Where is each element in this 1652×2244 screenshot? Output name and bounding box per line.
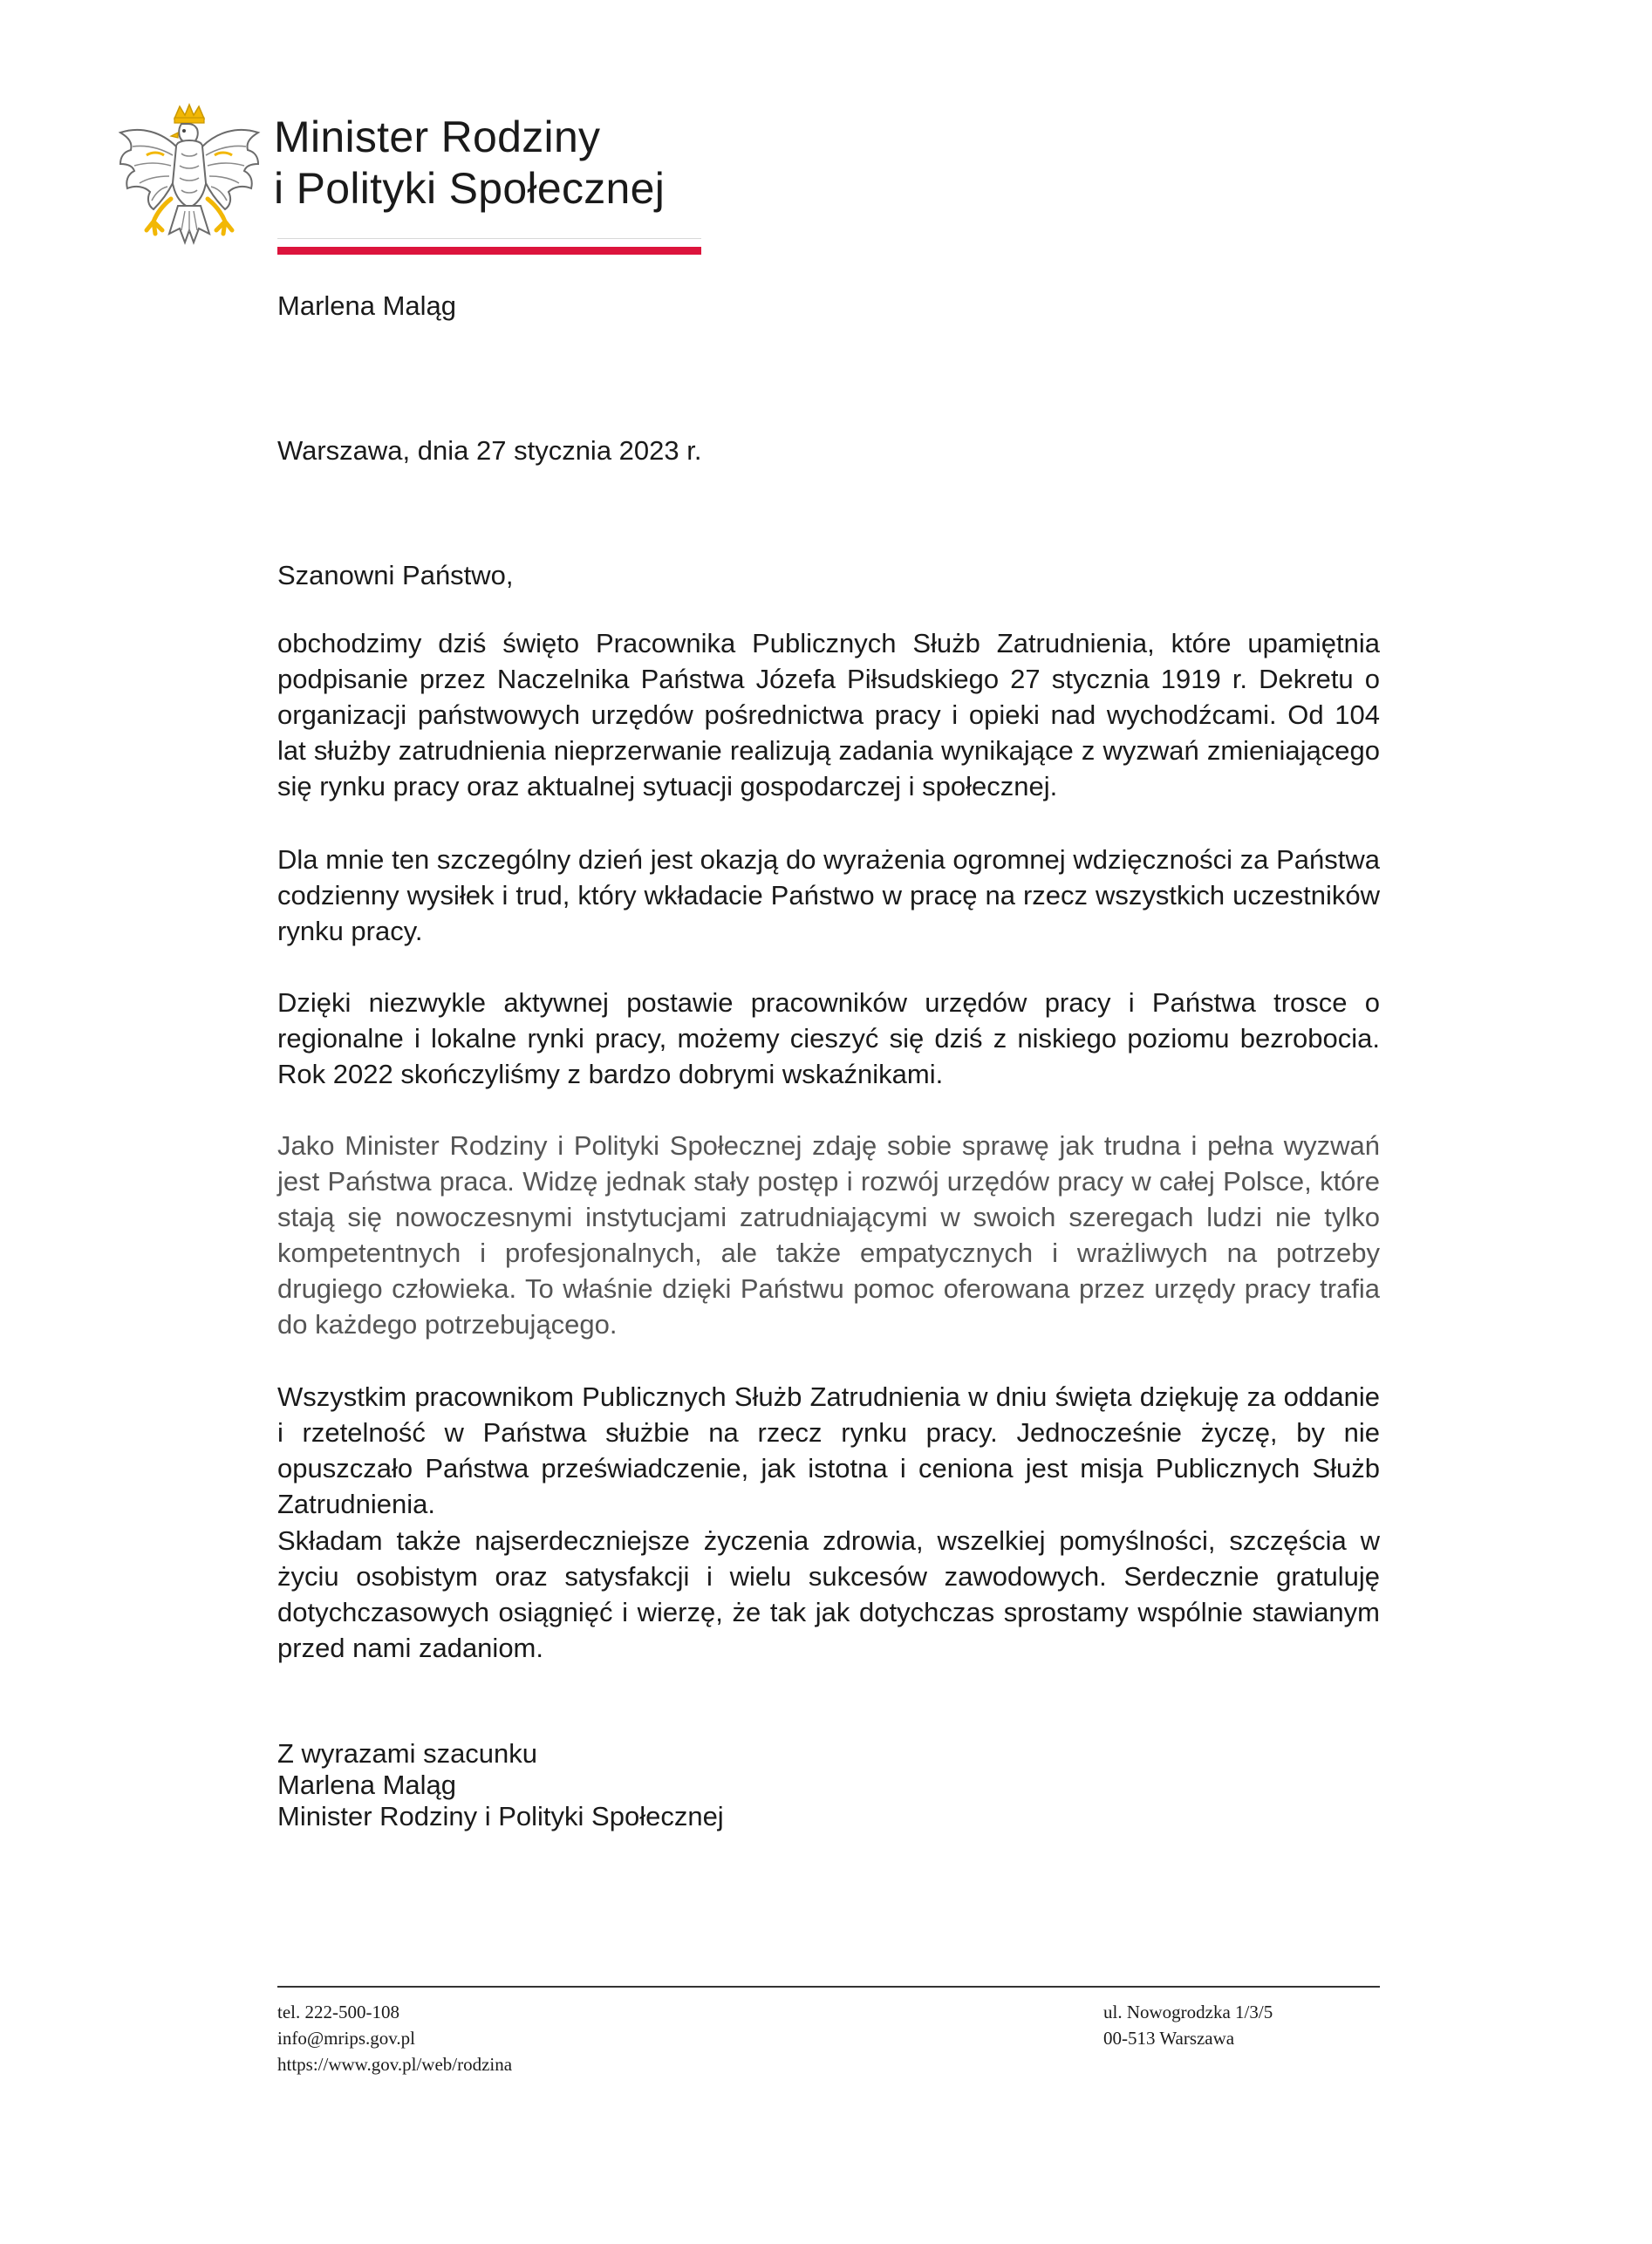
ministry-name-line2: i Polityki Społecznej <box>274 164 666 213</box>
paragraph-3: Dzięki niezwykle aktywnej postawie pracowników urzędów pracy i Państwa trosce o regionalne i lokalne rynki pracy, możemy cieszyć się dziś z niskiego poziomu bezrobocia. Rok 2022 skończyliśmy z bardzo dobrymi wskaźnikami. <box>277 987 1380 1089</box>
flag-white-stripe <box>277 238 701 247</box>
footer-divider <box>277 1986 1380 1988</box>
footer-website: https://www.gov.pl/web/rodzina <box>277 2054 513 2075</box>
sender-name: Marlena Maląg <box>277 290 457 321</box>
salutation: Szanowni Państwo, <box>277 560 514 590</box>
paragraph-6: Składam także najserdeczniejsze życzenia zdrowia, wszelkiej pomyślności, szczęścia w życiu osobistym oraz satysfakcji i wielu sukcesów zawodowych. Serdecznie gratuluję dotychczasowych osiągnięć i wierzę, że tak jak dotychczas sprostamy wspólnie stawianym przed nami zadaniom. <box>277 1525 1380 1663</box>
paragraph-5: Wszystkim pracownikom Publicznych Służb Zatrudnienia w dniu święta dziękuję za oddanie i rzetelność w Państwa służbie na rzecz rynku pracy. Jednocześnie życzę, by nie opuszczało Państwa przeświadczenie, jak istotna i ceniona jest misja Publicznych Służb Zatrudnienia. <box>277 1381 1380 1519</box>
footer-address <box>1103 1999 1273 2051</box>
footer-city: 00-513 Warszawa <box>1103 2028 1235 2049</box>
date-line: Warszawa, dnia 27 stycznia 2023 r. <box>277 435 702 466</box>
flag-colors-rule <box>277 238 701 255</box>
footer-email: info@mrips.gov.pl <box>277 2028 415 2049</box>
signature-title: Minister Rodziny i Polityki Społecznej <box>277 1801 724 1831</box>
closing-formula: Z wyrazami szacunku <box>277 1738 538 1769</box>
signature-name: Marlena Maląg <box>277 1770 457 1800</box>
ministry-name <box>274 112 665 215</box>
footer-street: ul. Nowogrodzka 1/3/5 <box>1103 2002 1273 2022</box>
ministry-name-line1: Minister Rodziny <box>274 113 601 161</box>
paragraph-1: obchodzimy dziś święto Pracownika Publicznych Służb Zatrudnienia, które upamiętnia podpisanie przez Naczelnika Państwa Józefa Piłsudskiego 27 stycznia 1919 r. Dekretu o organizacji państwowych urzędów pośrednictwa pracy i opieki nad wychodźcami. Od 104 lat służby zatrudnienia nieprzerwanie realizują zadania wynikające z wyzwań zmieniającego się rynku pracy oraz aktualnej sytuacji gospodarczej i społecznej. <box>277 628 1380 801</box>
closing-block <box>277 1738 1380 1832</box>
polish-eagle-emblem-icon <box>112 103 267 260</box>
flag-red-stripe <box>277 247 701 255</box>
footer-contact <box>277 1999 512 2077</box>
paragraph-4: Jako Minister Rodziny i Polityki Społecznej zdaję sobie sprawę jak trudna i pełna wyzwań jest Państwa praca. Widzę jednak stały postęp i rozwój urzędów pracy w całej Polsce, które stają się nowoczesnymi instytucjami zatrudniającymi w swoich szeregach ludzi nie tylko kompetentnych i profesjonalnych, ale także empatycznych i wrażliwych na potrzeby drugiego człowieka. To właśnie dzięki Państwu pomoc oferowana przez urzędy pracy trafia do każdego potrzebującego. <box>277 1130 1380 1340</box>
footer-phone: tel. 222-500-108 <box>277 2002 399 2022</box>
paragraph-2: Dla mnie ten szczególny dzień jest okazją do wyrażenia ogromnej wdzięczności za Państwa codzienny wysiłek i trud, który wkładacie Państwo w pracę na rzecz wszystkich uczestników rynku pracy. <box>277 844 1380 946</box>
